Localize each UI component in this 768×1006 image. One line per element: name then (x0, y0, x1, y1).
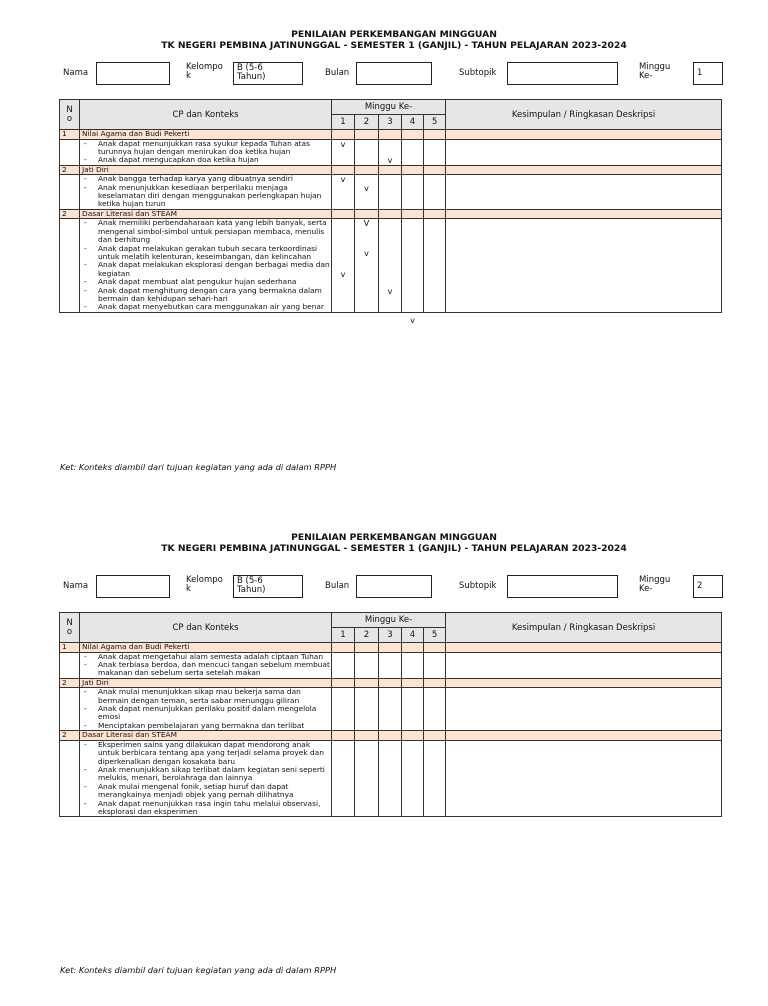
list-item: - Anak dapat mengucapkan doa ketika hujan (84, 156, 331, 164)
section-week-cell (355, 165, 379, 175)
kelompok-label: Kelompo k (186, 62, 223, 81)
col-kesimpulan-header: Kesimpulan / Ringkasan Deskripsi (446, 100, 722, 130)
table-row (60, 139, 722, 165)
week-1-check-cell[interactable] (332, 219, 355, 312)
footnote: Ket: Konteks diambil dari tujuan kegiatan yang ada di dalam RPPH (60, 965, 337, 975)
section-summary-cell (446, 678, 722, 688)
table-row (60, 688, 722, 731)
col-minggu-header: Minggu Ke- (332, 613, 446, 628)
week-3-check-cell[interactable] (379, 652, 402, 678)
check-mark: v (387, 156, 393, 166)
section-summary-cell (446, 731, 722, 741)
week-5-check-cell[interactable] (424, 219, 446, 312)
section-week-cell (379, 209, 402, 219)
list-item: - Anak dapat menyebutkan cara menggunakan air yang benar (84, 303, 331, 311)
section-title: Jati Diri (80, 165, 332, 175)
row-number-cell (60, 740, 80, 817)
section-title: Dasar Literasi dan STEAM (80, 209, 332, 219)
summary-cell[interactable] (446, 219, 722, 312)
week-2-header: 2 (355, 115, 379, 130)
week-3-check-cell[interactable] (379, 139, 402, 165)
week-3-header: 3 (379, 628, 402, 643)
list-item: - Anak dapat menunjukkan rasa ingin tahu melalui observasi, eksplorasi dan eksperimen (84, 800, 331, 817)
section-week-cell (332, 130, 355, 140)
table-body (60, 129, 722, 325)
context-list (80, 653, 331, 678)
nama-field[interactable] (96, 575, 170, 598)
list-item: - Anak terbiasa berdoa, dan mencuci tangan sebelum membuat makanan dan sebelum serta setelah makan (84, 661, 331, 678)
section-week-cell (379, 165, 402, 175)
section-week-cell (332, 643, 355, 653)
section-number: 2 (60, 209, 80, 219)
subtopik-field[interactable] (507, 62, 618, 85)
section-week-cell (355, 209, 379, 219)
section-week-cell (402, 165, 424, 175)
summary-cell[interactable] (446, 139, 722, 165)
section-number: 2 (60, 165, 80, 175)
section-week-cell (379, 678, 402, 688)
table-body (60, 643, 722, 817)
week-2-check-cell[interactable] (355, 139, 379, 165)
week-4-header: 4 (402, 628, 424, 643)
list-item: - Anak mulai mengenal fonik, setiap huruf dan dapat merangkainya menjadi objek yang pernah dilihatnya (84, 783, 331, 800)
summary-cell[interactable] (446, 688, 722, 731)
check-mark: v (340, 269, 346, 279)
context-list (80, 741, 331, 817)
sheet-title-line2: TK NEGERI PEMBINA JATINUNGGAL - SEMESTER 1 (GANJIL) - TAHUN PELAJARAN 2023-2024 (161, 40, 627, 51)
subtopik-field[interactable] (507, 575, 618, 598)
section-week-cell (402, 731, 424, 741)
context-list (80, 140, 331, 165)
week-3-header: 3 (379, 115, 402, 130)
week-3-check-cell[interactable] (379, 175, 402, 210)
week-4-check-cell[interactable] (402, 688, 424, 731)
summary-cell[interactable] (446, 740, 722, 817)
section-week-cell (424, 209, 446, 219)
check-mark: v (387, 286, 393, 296)
week-3-check-cell[interactable] (379, 688, 402, 731)
row-number-cell (60, 219, 80, 312)
week-5-check-cell[interactable] (424, 688, 446, 731)
list-item: - Anak dapat menghitung dengan cara yang bermakna dalam bermain dan kehidupan sehari-hari (84, 287, 331, 304)
kelompok-label: Kelompo k (186, 575, 223, 594)
cp-context-cell (80, 652, 332, 678)
section-title: Nilai Agama dan Budi Pekerti (80, 643, 332, 653)
nama-label: Nama (63, 581, 89, 591)
week-1-header: 1 (332, 628, 355, 643)
check-mark: v (340, 139, 346, 149)
week-2-check-cell[interactable] (355, 688, 379, 731)
list-item: - Anak dapat mengetahui alam semesta adalah ciptaan Tuhan (84, 653, 331, 661)
bulan-label: Bulan (325, 581, 350, 591)
table-row (60, 175, 722, 210)
summary-cell[interactable] (446, 652, 722, 678)
check-mark: v (340, 175, 346, 185)
col-cp-header: CP dan Konteks (80, 100, 332, 130)
cp-context-cell (80, 139, 332, 165)
section-week-cell (379, 643, 402, 653)
context-list (80, 219, 331, 311)
col-no-header: N o (60, 613, 80, 643)
week-5-check-cell[interactable] (424, 740, 446, 817)
assessment-table-2 (59, 612, 722, 817)
section-week-cell (424, 165, 446, 175)
col-no-header: N o (60, 100, 80, 130)
assessment-table-1 (59, 99, 722, 325)
week-2-check-cell[interactable] (355, 740, 379, 817)
week-3-check-cell[interactable] (379, 219, 402, 312)
minggu-label: Minggu Ke- (639, 575, 671, 594)
week-2-check-cell[interactable] (355, 175, 379, 210)
list-item: - Anak mulai menunjukkan sikap mau bekerja sama dan bermain dengan teman, serta sabar menunggu giliran (84, 688, 331, 705)
section-week-cell (379, 130, 402, 140)
week-5-check-cell[interactable] (424, 139, 446, 165)
nama-field[interactable] (96, 62, 170, 85)
section-number: 1 (60, 643, 80, 653)
section-week-cell (355, 678, 379, 688)
row-number-cell (60, 139, 80, 165)
col-kesimpulan-header: Kesimpulan / Ringkasan Deskripsi (446, 613, 722, 643)
section-number: 2 (60, 678, 80, 688)
section-summary-cell (446, 643, 722, 653)
minggu-field[interactable]: 1 (693, 62, 723, 85)
list-item: - Anak dapat melakukan gerakan tubuh secara terkoordinasi untuk melatih kelenturan, keseimbangan, dan kelincahan (84, 245, 331, 262)
week-5-check-cell[interactable] (424, 652, 446, 678)
section-week-cell (402, 209, 424, 219)
section-week-cell (332, 209, 355, 219)
section-summary-cell (446, 165, 722, 175)
cp-context-cell (80, 175, 332, 210)
section-week-cell (332, 731, 355, 741)
sheet-title-line1: PENILAIAN PERKEMBANGAN MINGGUAN (291, 532, 497, 543)
list-item: - Anak memiliki perbendaharaan kata yang lebih banyak, serta mengenal simbol-simbol untuk persiapan membaca, menulis dan berhitung (84, 219, 331, 244)
section-number: 2 (60, 731, 80, 741)
week-5-header: 5 (424, 628, 446, 643)
check-mark: v (410, 315, 415, 325)
cp-context-cell (80, 740, 332, 817)
week-4-check-cell[interactable] (402, 139, 424, 165)
week-5-header: 5 (424, 115, 446, 130)
list-item: - Anak dapat melakukan eksplorasi dengan berbagai media dan kegiatan (84, 261, 331, 278)
list-item: - Anak dapat menunjukkan perilaku positif dalam mengelola emosi (84, 705, 331, 722)
section-summary-cell (446, 130, 722, 140)
nama-label: Nama (63, 68, 89, 78)
section-week-cell (332, 678, 355, 688)
context-list (80, 688, 331, 730)
section-week-cell (402, 678, 424, 688)
cp-context-cell (80, 688, 332, 731)
list-item: - Eksperimen sains yang dilakukan dapat mendorong anak untuk berbicara tentang apa yang terjadi selama proyek dan diperkenalkan dengan kosakata baru (84, 741, 331, 766)
col-minggu-header: Minggu Ke- (332, 100, 446, 115)
check-mark: V (363, 219, 370, 229)
summary-cell[interactable] (446, 175, 722, 210)
week-1-check-cell[interactable] (332, 175, 355, 210)
list-item: - Anak menunjukkan kesediaan berperilaku menjaga keselamatan diri dengan menggunakan perlengkapan hujan ketika hujan turun (84, 184, 331, 209)
week-1-header: 1 (332, 115, 355, 130)
list-item: - Anak bangga terhadap karya yang dibuatnya sendiri (84, 175, 331, 183)
week-2-check-cell[interactable] (355, 652, 379, 678)
list-item: - Anak dapat menunjukkan rasa syukur kepada Tuhan atas turunnya hujan dengan menirukan doa ketika hujan (84, 140, 331, 157)
week-2-check-cell[interactable] (355, 219, 379, 312)
check-mark: v (364, 183, 369, 193)
minggu-field[interactable]: 2 (693, 575, 723, 598)
table-row (60, 740, 722, 817)
section-week-cell (379, 731, 402, 741)
kelompok-field[interactable]: B (5-6 Tahun) (233, 62, 303, 85)
section-week-cell (424, 643, 446, 653)
week-1-check-cell[interactable] (332, 740, 355, 817)
section-week-cell (332, 165, 355, 175)
week-2-header: 2 (355, 628, 379, 643)
context-list (80, 175, 331, 209)
minggu-label: Minggu Ke- (639, 62, 671, 81)
section-week-cell (424, 731, 446, 741)
section-summary-cell (446, 209, 722, 219)
list-item: - Menciptakan pembelajaran yang bermakna dan terlibat (84, 722, 331, 730)
subtopik-label: Subtopik (459, 68, 497, 78)
week-4-check-cell[interactable] (402, 219, 424, 325)
list-item: - Anak menunjukkan sikap terlibat dalam kegiatan seni seperti melukis, menari, berolahraga dan lainnya (84, 766, 331, 783)
section-header-row (60, 130, 722, 140)
row-number-cell (60, 688, 80, 731)
section-week-cell (402, 643, 424, 653)
table-row (60, 219, 722, 312)
sheet-title-line1: PENILAIAN PERKEMBANGAN MINGGUAN (291, 29, 497, 40)
check-mark: v (364, 248, 369, 258)
week-4-check-cell[interactable] (402, 652, 424, 678)
section-title: Jati Diri (80, 678, 332, 688)
week-1-check-cell[interactable] (332, 652, 355, 678)
footnote: Ket: Konteks diambil dari tujuan kegiatan yang ada di dalam RPPH (60, 462, 337, 472)
section-week-cell (402, 130, 424, 140)
section-header-row (60, 731, 722, 741)
section-number: 1 (60, 130, 80, 140)
bulan-label: Bulan (325, 68, 350, 78)
week-1-check-cell[interactable] (332, 688, 355, 731)
table-row (60, 652, 722, 678)
cp-context-cell (80, 219, 332, 312)
row-number-cell (60, 652, 80, 678)
kelompok-field[interactable]: B (5-6 Tahun) (233, 575, 303, 598)
week-4-header: 4 (402, 115, 424, 130)
sheet-title-line2: TK NEGERI PEMBINA JATINUNGGAL - SEMESTER 1 (GANJIL) - TAHUN PELAJARAN 2023-2024 (161, 543, 627, 554)
week-1-check-cell[interactable] (332, 139, 355, 165)
week-3-check-cell[interactable] (379, 740, 402, 817)
section-title: Dasar Literasi dan STEAM (80, 731, 332, 741)
section-header-row (60, 643, 722, 653)
section-title: Nilai Agama dan Budi Pekerti (80, 130, 332, 140)
subtopik-label: Subtopik (459, 581, 497, 591)
bulan-field[interactable] (356, 62, 432, 85)
week-4-check-cell[interactable] (402, 175, 424, 210)
section-week-cell (355, 130, 379, 140)
section-week-cell (355, 643, 379, 653)
bulan-field[interactable] (356, 575, 432, 598)
section-week-cell (424, 678, 446, 688)
week-5-check-cell[interactable] (424, 175, 446, 210)
section-week-cell (355, 731, 379, 741)
row-number-cell (60, 175, 80, 210)
col-cp-header: CP dan Konteks (80, 613, 332, 643)
section-week-cell (424, 130, 446, 140)
week-4-check-cell[interactable] (402, 740, 424, 817)
list-item: - Anak dapat membuat alat pengukur hujan sederhana (84, 278, 331, 286)
